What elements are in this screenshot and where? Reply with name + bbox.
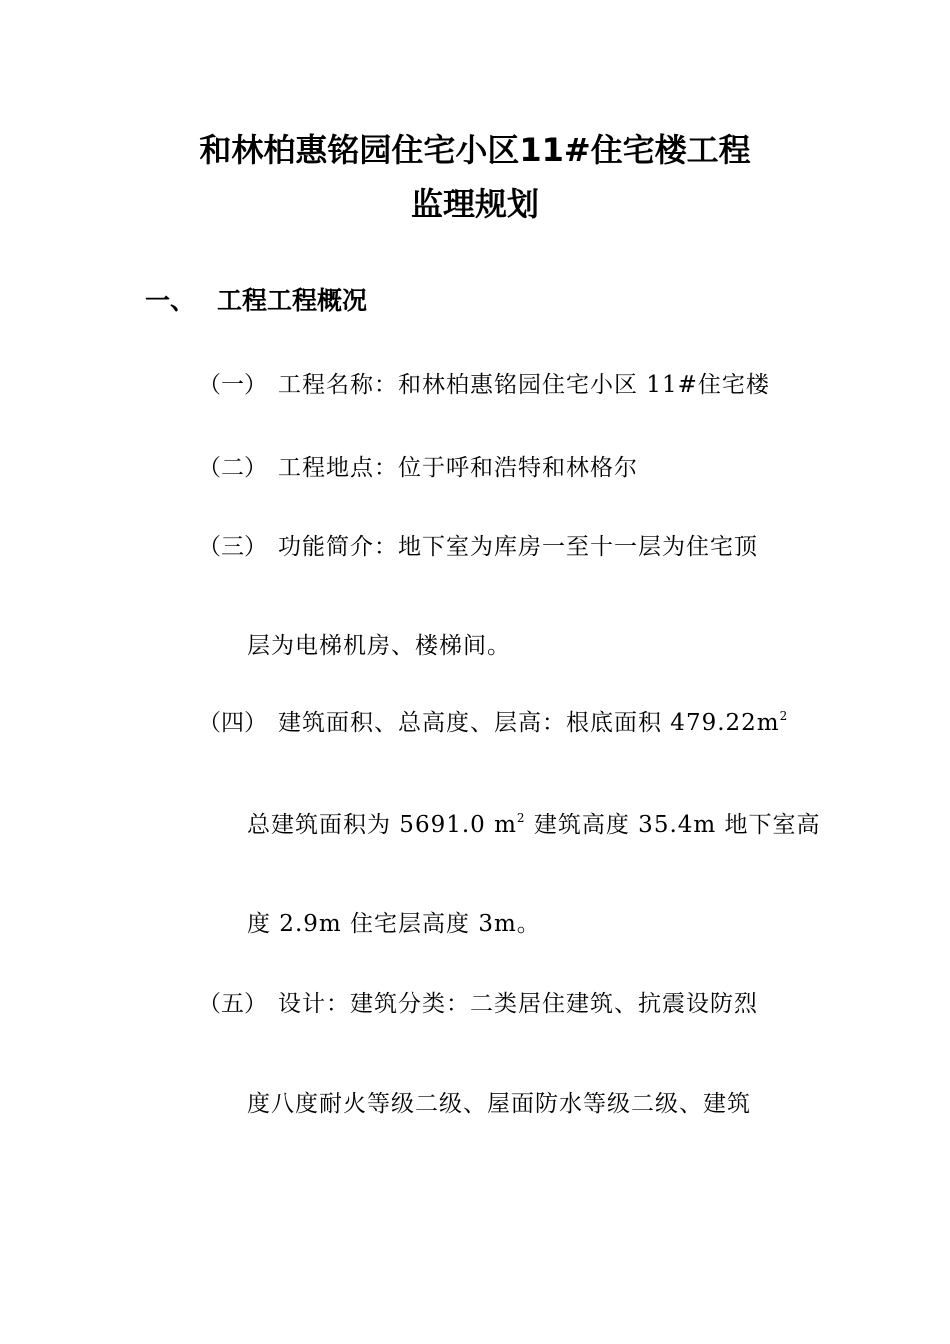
item-5-continuation: 度八度耐火等级二级、屋面防水等级二级、建筑 [247, 1091, 751, 1117]
item-text: 设计：建筑分类：二类居住建筑、抗震设防烈 [278, 991, 758, 1017]
item-number: （四） [198, 710, 267, 736]
item-4-continuation-1 [247, 809, 821, 841]
item-text: 工程名称：和林柏惠铭园住宅小区 11#住宅楼 [278, 372, 770, 398]
item-3 [198, 531, 818, 563]
item-number: （三） [198, 534, 267, 560]
item-text [278, 707, 788, 739]
section-number: 一、 [145, 286, 196, 315]
document-title-line-2: 监理规划 [410, 185, 539, 223]
item-2 [198, 452, 818, 484]
item-number: （五） [198, 991, 267, 1017]
document-title-line-1: 和林柏惠铭园住宅小区11#住宅楼工程 [199, 131, 751, 169]
item-1 [198, 369, 818, 401]
item-number: （一） [198, 372, 267, 398]
item-5 [198, 988, 818, 1020]
item-text: 工程地点：位于呼和浩特和林格尔 [278, 455, 638, 481]
item-text-part-b: 建筑高度 35.4m 地下室高 [525, 812, 821, 838]
item-text-part-a: 总建筑面积为 5691.0 m [247, 812, 517, 838]
item-text-main: 建筑面积、总高度、层高：根底面积 479.22m [278, 710, 780, 736]
item-number: （二） [198, 455, 267, 481]
section-heading [145, 283, 367, 319]
item-4-continuation-2: 度 2.9m 住宅层高度 3m。 [247, 911, 541, 937]
item-3-continuation: 层为电梯机房、楼梯间。 [247, 633, 511, 659]
superscript: 2 [516, 811, 526, 825]
superscript: 2 [779, 709, 789, 723]
item-text: 功能简介：地下室为库房一至十一层为住宅顶 [278, 534, 758, 560]
section-title: 工程工程概况 [217, 286, 368, 315]
item-4 [198, 707, 818, 739]
